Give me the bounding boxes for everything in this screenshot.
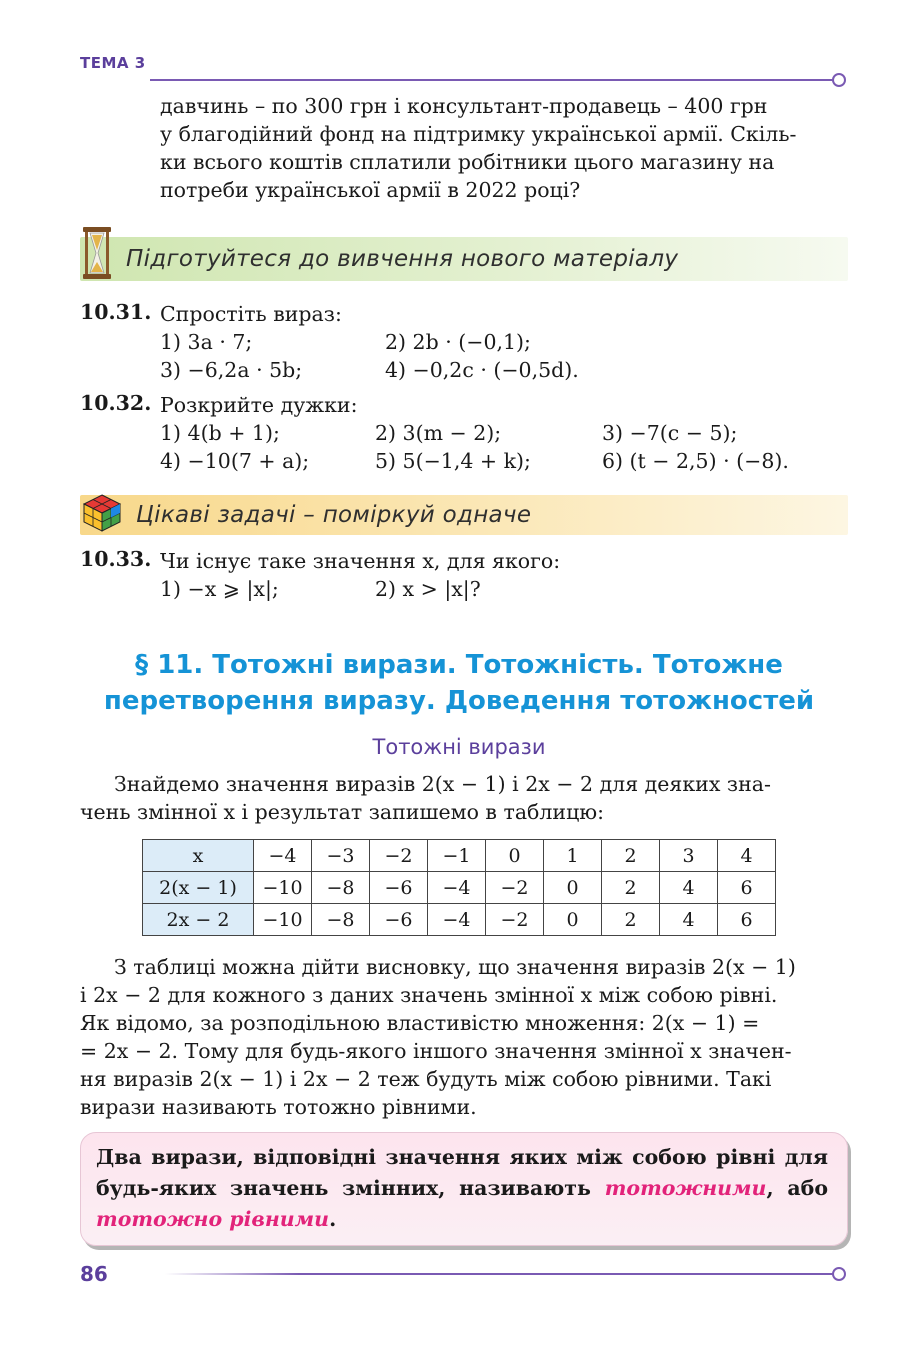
exercise-10-33-item-1: 1) −x ⩾ |x|; <box>160 577 279 601</box>
definition-part-2: , або <box>766 1176 828 1200</box>
fun-banner-title: Цікаві задачі – поміркуй одначе <box>136 502 532 528</box>
exercise-number-10-33: 10.33. <box>80 547 152 571</box>
exercise-10-31-item-2: 2) 2b · (−0,1); <box>385 330 531 354</box>
header-rule-end <box>832 73 846 87</box>
intro-line-2: у благодійний фонд на підтримку української армії. Скіль- <box>160 122 797 146</box>
definition-part-1: Два вирази, відповідні значення яких між собою рівні для будь-яких значень змінних, називають <box>96 1145 828 1200</box>
hourglass-icon <box>82 226 112 284</box>
table-cell: 0 <box>486 840 544 872</box>
table-cell: −1 <box>428 840 486 872</box>
exercise-10-31-item-1: 1) 3a · 7; <box>160 330 253 354</box>
table-cell: 1 <box>544 840 602 872</box>
table-cell: −2 <box>486 904 544 936</box>
exercise-number-10-31: 10.31. <box>80 300 152 324</box>
table-cell: −4 <box>428 872 486 904</box>
definition-term-2: тотожно рівними <box>96 1207 330 1231</box>
prep-banner-title: Підготуйтеся до вивчення нового матеріалу <box>126 246 679 272</box>
table-cell: 4 <box>660 904 718 936</box>
table-cell: 2 <box>602 904 660 936</box>
table-row-label: x <box>143 840 254 872</box>
paragraph-2-line-3: Як відомо, за розподільною властивістю множення: 2(x − 1) = <box>80 1011 760 1035</box>
paragraph-2 <box>80 953 844 1121</box>
values-table <box>142 839 776 936</box>
paragraph-1 <box>80 770 844 826</box>
table-cell: −10 <box>254 904 312 936</box>
table-cell: −10 <box>254 872 312 904</box>
exercise-10-31-item-4: 4) −0,2c · (−0,5d). <box>385 358 579 382</box>
rubik-cube-icon <box>82 493 122 537</box>
paragraph-2-line-6: вирази називають тотожно рівними. <box>80 1095 477 1119</box>
exercise-10-33-item-2: 2) x > |x|? <box>375 577 481 601</box>
exercise-10-31-prompt: Спростіть вираз: <box>160 302 342 326</box>
table-cell: −2 <box>486 872 544 904</box>
exercise-10-32-item-6: 6) (t − 2,5) · (−8). <box>602 449 789 473</box>
table-cell: 6 <box>718 904 776 936</box>
exercise-10-32-item-5: 5) 5(−1,4 + k); <box>375 449 531 473</box>
intro-paragraph <box>160 92 844 204</box>
definition-term-1: тотожними <box>604 1176 767 1200</box>
table-row-label: 2x − 2 <box>143 904 254 936</box>
section-title-line-1: § 11. Тотожні вирази. Тотожність. Тотожне <box>135 650 783 680</box>
table-row-label: 2(x − 1) <box>143 872 254 904</box>
header-rule <box>150 79 834 81</box>
table-cell: −2 <box>370 840 428 872</box>
table-cell: −8 <box>312 872 370 904</box>
table-cell: 4 <box>660 872 718 904</box>
table-row <box>143 872 776 904</box>
page-number: 86 <box>80 1262 108 1286</box>
table-cell: 3 <box>660 840 718 872</box>
table-row <box>143 904 776 936</box>
footer-rule-end <box>832 1267 846 1281</box>
intro-line-4: потреби української армії в 2022 році? <box>160 178 581 202</box>
paragraph-2-line-4: = 2x − 2. Тому для будь-якого іншого значення змінної x значен- <box>80 1039 792 1063</box>
table-cell: 6 <box>718 872 776 904</box>
definition-text <box>96 1142 828 1235</box>
intro-line-1: давчинь – по 300 грн і консультант-продавець – 400 грн <box>160 94 768 118</box>
table-cell: −6 <box>370 872 428 904</box>
intro-line-3: ки всього коштів сплатили робітники цього магазину на <box>160 150 775 174</box>
table-cell: 2 <box>602 840 660 872</box>
table-row <box>143 840 776 872</box>
exercise-number-10-32: 10.32. <box>80 391 152 415</box>
paragraph-1-line-1: Знайдемо значення виразів 2(x − 1) і 2x − 2 для деяких зна- <box>114 772 771 796</box>
exercise-10-31-item-3: 3) −6,2a · 5b; <box>160 358 303 382</box>
exercise-10-32-item-1: 1) 4(b + 1); <box>160 421 280 445</box>
exercise-10-32-item-3: 3) −7(c − 5); <box>602 421 738 445</box>
table-cell: −6 <box>370 904 428 936</box>
paragraph-1-line-2: чень змінної x і результат запишемо в таблицю: <box>80 800 605 824</box>
paragraph-2-line-2: і 2x − 2 для кожного з даних значень змінної x між собою рівні. <box>80 983 778 1007</box>
definition-part-3: . <box>329 1207 337 1231</box>
table-cell: −8 <box>312 904 370 936</box>
paragraph-2-line-1: З таблиці можна дійти висновку, що значення виразів 2(x − 1) <box>114 955 796 979</box>
fun-banner <box>80 495 848 535</box>
section-subtitle: Тотожні вирази <box>372 735 546 759</box>
paragraph-2-line-5: ня виразів 2(x − 1) і 2x − 2 теж будуть між собою рівними. Такі <box>80 1067 772 1091</box>
section-title-line-2: перетворення виразу. Доведення тотожностей <box>103 686 815 716</box>
prep-banner <box>80 237 848 281</box>
exercise-10-32-item-2: 2) 3(m − 2); <box>375 421 502 445</box>
footer-rule <box>165 1273 834 1275</box>
topic-label: ТЕМА 3 <box>80 54 146 72</box>
table-cell: 2 <box>602 872 660 904</box>
exercise-10-33-prompt: Чи існує таке значення x, для якого: <box>160 549 561 573</box>
table-cell: −4 <box>428 904 486 936</box>
table-cell: 0 <box>544 872 602 904</box>
table-cell: −4 <box>254 840 312 872</box>
table-cell: 0 <box>544 904 602 936</box>
exercise-10-32-prompt: Розкрийте дужки: <box>160 393 358 417</box>
table-cell: 4 <box>718 840 776 872</box>
exercise-10-32-item-4: 4) −10(7 + a); <box>160 449 310 473</box>
table-cell: −3 <box>312 840 370 872</box>
